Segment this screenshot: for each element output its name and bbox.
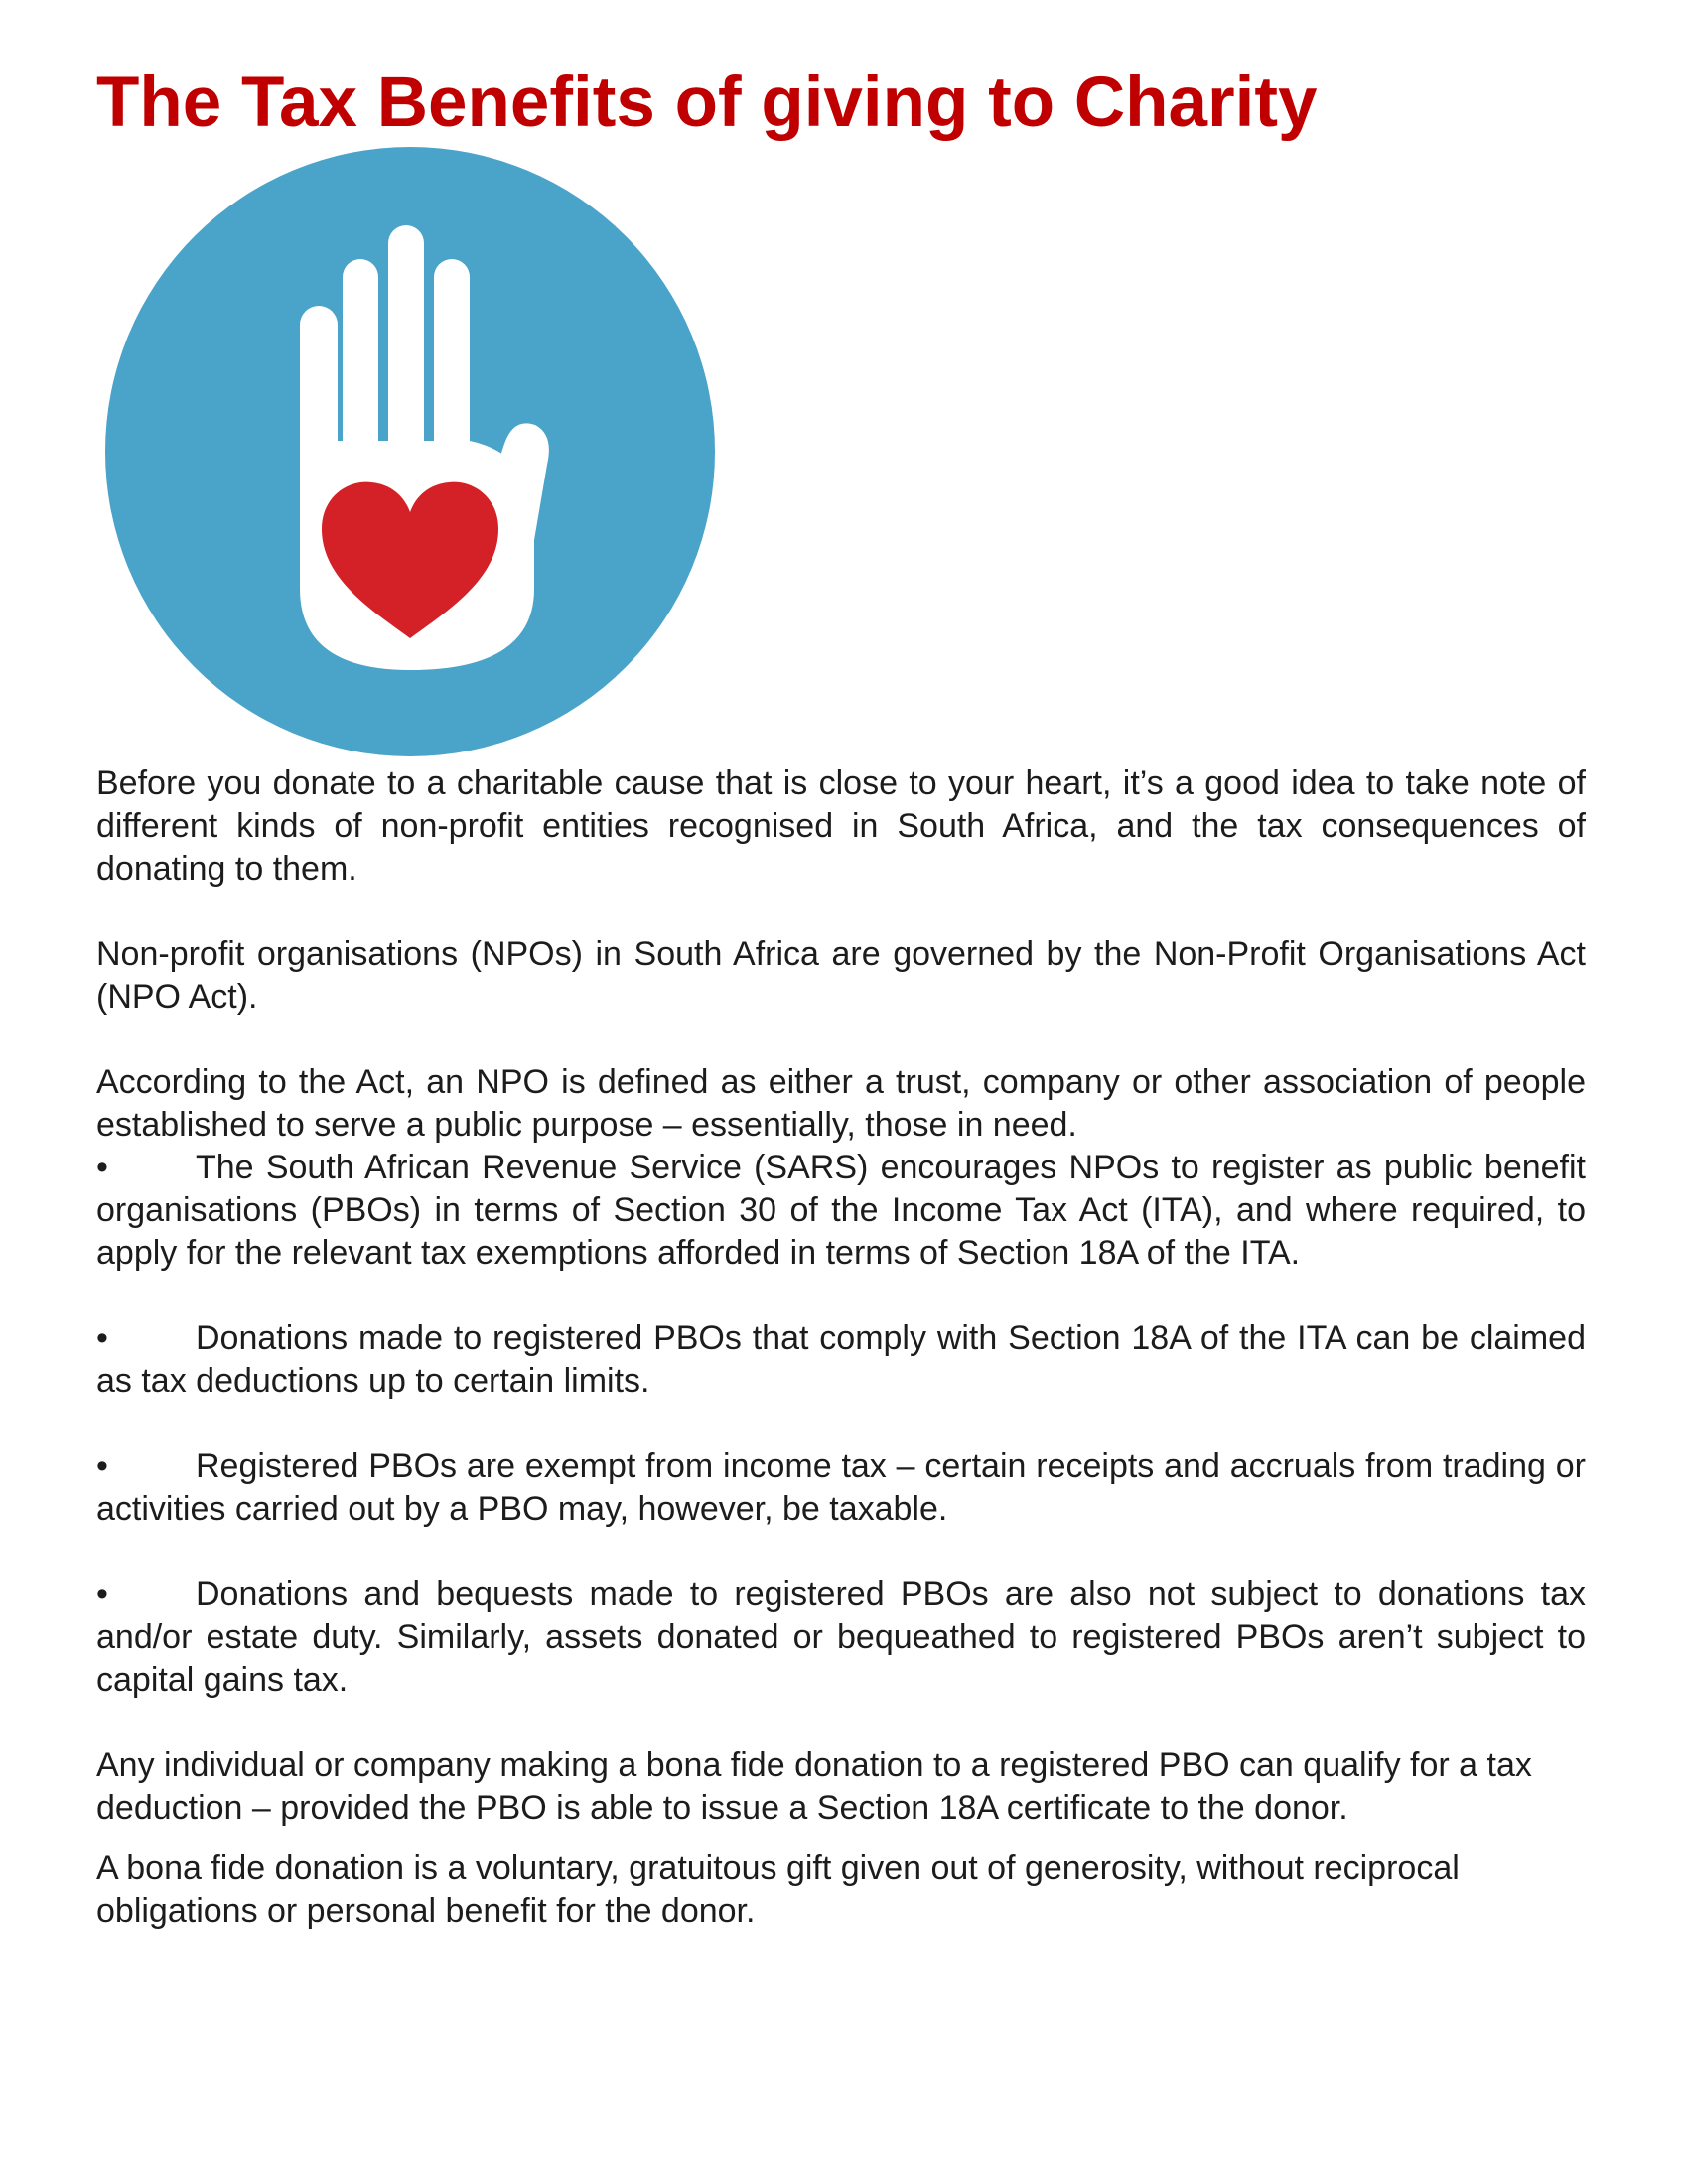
- bona-fide-paragraph: A bona fide donation is a voluntary, gratuitous gift given out of generosity, without reciprocal obligations or personal benefit for the donor.: [96, 1849, 1460, 1930]
- bullet-item: [96, 1573, 1586, 1702]
- document-body: [96, 762, 1586, 1933]
- npo-act-paragraph: Non-profit organisations (NPOs) in South Africa are governed by the Non-Profit Organisations Act (NPO Act).: [96, 935, 1586, 1016]
- bullet-icon: •: [96, 1447, 108, 1485]
- closing-paragraph: Any individual or company making a bona fide donation to a registered PBO can qualify for a tax deduction – provided the PBO is able to issue a Section 18A certificate to the donor.: [96, 1746, 1532, 1827]
- bullet-icon: •: [96, 1575, 108, 1613]
- bullet-icon: •: [96, 1149, 108, 1186]
- bullet-item: [96, 1445, 1586, 1531]
- bullet-text: Donations made to registered PBOs that comply with Section 18A of the ITA can be claimed as tax deductions up to certain limits.: [96, 1319, 1586, 1400]
- bullet-text: The South African Revenue Service (SARS) encourages NPOs to register as public benefit organisations (PBOs) in terms of Section 30 of the Income Tax Act (ITA), and where required, to apply for the relevant tax exemptions afforded in terms of Section 18A of the ITA.: [96, 1149, 1586, 1272]
- hand-heart-icon: [105, 147, 715, 756]
- page-title: The Tax Benefits of giving to Charity: [96, 64, 1318, 142]
- bullet-text: Donations and bequests made to registered PBOs are also not subject to donations tax and/or estate duty. Similarly, assets donated or bequeathed to registered PBOs aren’t subject to capital gains tax.: [96, 1575, 1586, 1699]
- bullet-icon: •: [96, 1319, 108, 1357]
- bullet-item: [96, 1147, 1586, 1275]
- intro-paragraph: Before you donate to a charitable cause that is close to your heart, it’s a good idea to take note of different kinds of non-profit entities recognised in South Africa, and the tax consequences of donating to them.: [96, 764, 1586, 887]
- npo-definition-paragraph: According to the Act, an NPO is defined as either a trust, company or other association of people established to serve a public purpose – essentially, those in need.: [96, 1063, 1586, 1144]
- bullet-text: Registered PBOs are exempt from income tax – certain receipts and accruals from trading or activities carried out by a PBO may, however, be taxable.: [96, 1447, 1586, 1528]
- bullet-item: [96, 1317, 1586, 1403]
